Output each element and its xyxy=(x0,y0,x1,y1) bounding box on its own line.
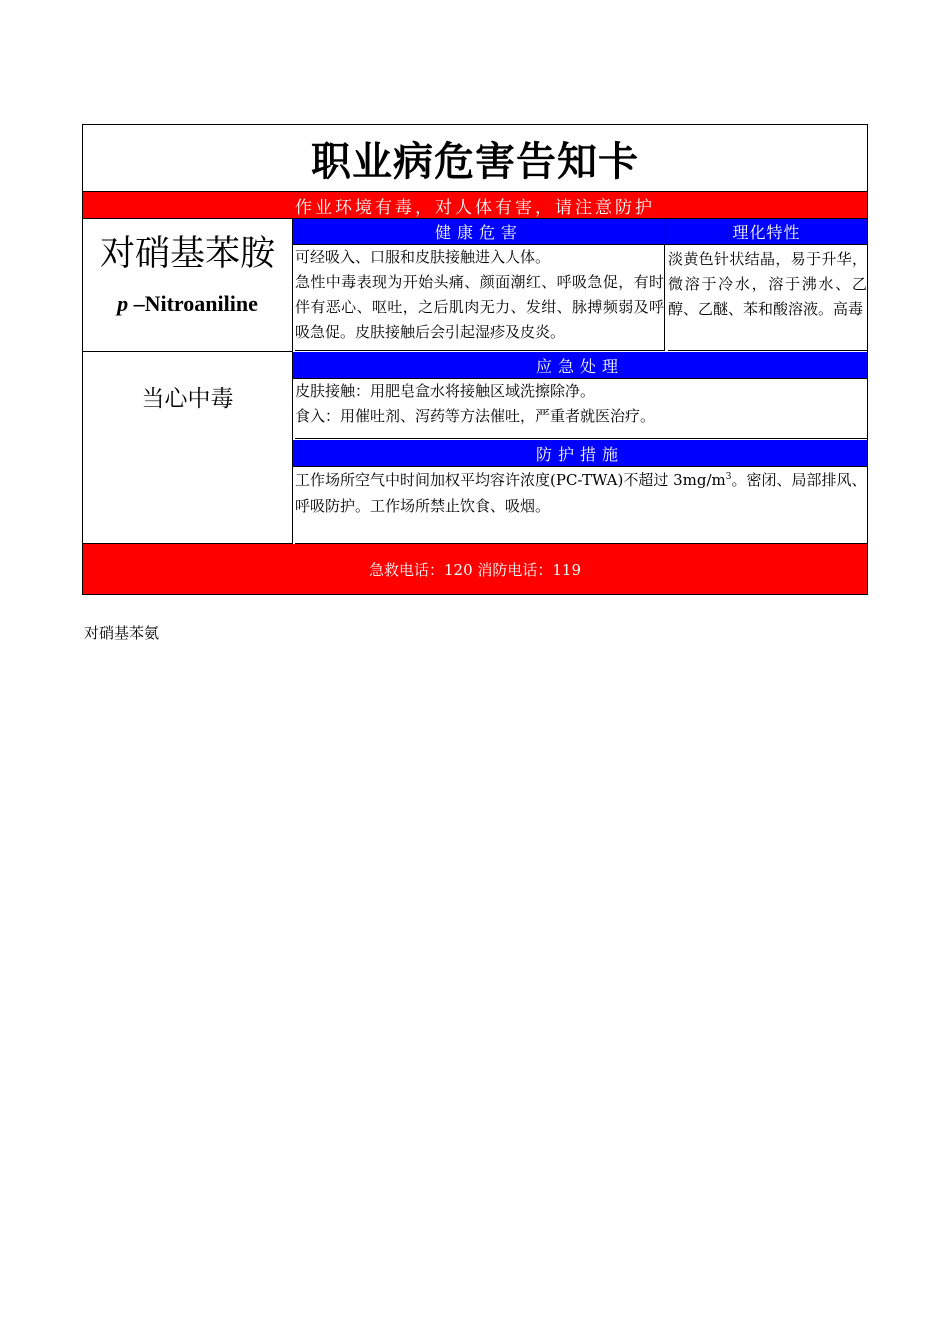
emergency-text xyxy=(295,379,867,439)
substance-name-cn: 对硝基苯胺 xyxy=(99,234,275,274)
health-hazard-text xyxy=(295,245,665,351)
health-line-1: 可经吸入、口服和皮肤接触进入人体。 xyxy=(295,248,551,266)
footer-note: 对硝基苯氨 xyxy=(84,624,160,642)
protection-text xyxy=(295,467,867,544)
protection-sup: 3 xyxy=(725,472,732,482)
emergency-line-2: 食入：用催吐剂、泻药等方法催吐，严重者就医治疗。 xyxy=(295,407,656,425)
properties-text: 淡黄色针状结晶，易于升华，微溶于冷水，溶于沸水、乙醇、乙醚、苯和酸溶液。高毒 xyxy=(668,247,867,351)
emergency-line-1: 皮肤接触：用肥皂盒水将接触区域洗擦除净。 xyxy=(295,382,596,400)
emergency-header: 应急处理 xyxy=(293,352,867,379)
substance-name-cell xyxy=(83,219,293,352)
card-title: 职业病危害告知卡 xyxy=(83,125,867,192)
hazard-notice-card xyxy=(82,124,868,595)
health-hazard-header: 健康危害 xyxy=(293,219,666,245)
warning-label-cell xyxy=(83,352,293,544)
protection-text-a: 工作场所空气中时间加权平均容许浓度(PC-TWA)不超过 3mg/m xyxy=(295,471,726,489)
substance-name-en xyxy=(83,289,292,319)
emergency-phones: 急救电话：120 消防电话：119 xyxy=(83,544,867,594)
protection-text-b: 。密闭、局部排风、呼吸防护。工作场所禁止饮食、吸烟。 xyxy=(295,471,867,515)
substance-name-en-rest: –Nitroaniline xyxy=(128,291,258,316)
properties-header: 理化特性 xyxy=(666,219,867,245)
health-line-2: 急性中毒表现为开始头痛、颜面潮红、呼吸急促，有时伴有恶心、呕吐，之后肌肉无力、发绀、脉搏频弱及呼吸急促。皮肤接触后会引起湿疹及皮炎。 xyxy=(295,273,664,341)
substance-name-en-prefix: p xyxy=(117,291,129,316)
protection-header: 防护措施 xyxy=(293,440,867,467)
warning-label: 当心中毒 xyxy=(141,386,234,412)
warning-banner: 作业环境有毒，对人体有害，请注意防护 xyxy=(83,192,867,219)
